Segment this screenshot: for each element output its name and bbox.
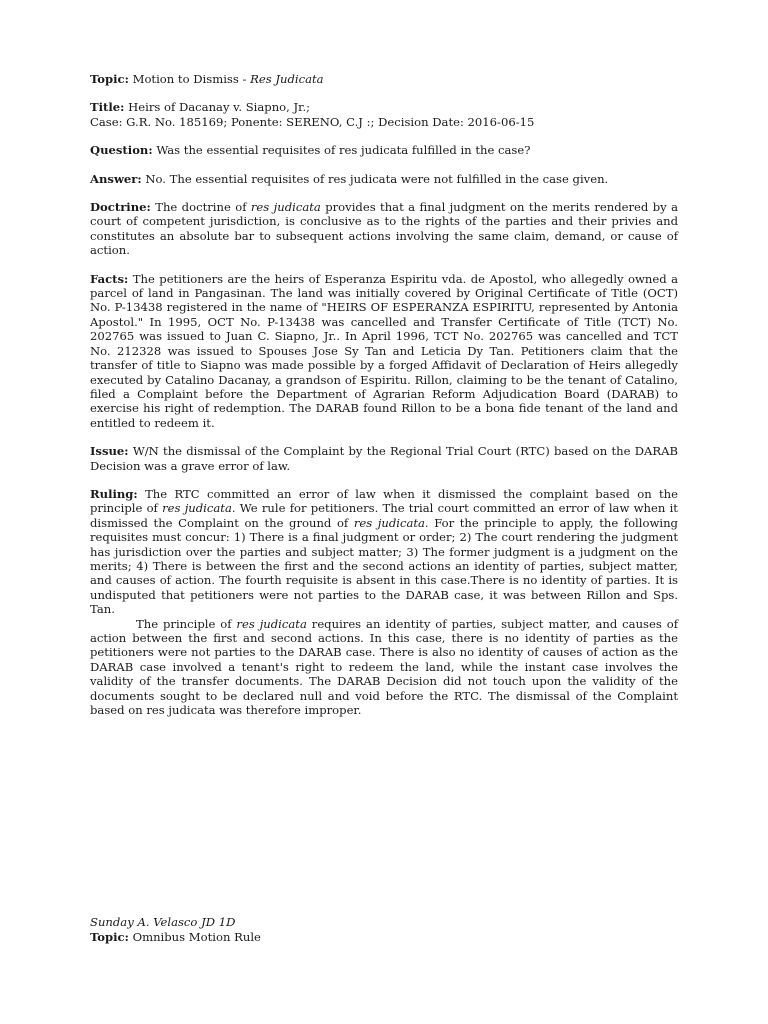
ruling-label: Ruling: — [90, 486, 138, 501]
question-text: Was the essential requisites of res judicata fulfilled in the case? — [156, 143, 531, 158]
ruling-p1-italic-1: res judicata. — [162, 501, 236, 516]
ruling-p1-c: For the principle to apply, the following requisites must concur: 1) There is a final judgment or order; 2) The court rendering the judgment has jurisdiction over the parties and subject matter; 3) The former judgment is a judgment on the merits; 4) There is between the first and the second actions an identity of parties, subject matter, and causes of action. The fourth requisite is absent in this case.There is no identity of parties. It is undisputed that petitioners were not parties to the DARAB case, it was between Rillon and Sps. Tan. — [90, 515, 678, 617]
author-line: Sunday A. Velasco JD 1D — [90, 915, 236, 929]
ruling-paragraph-2 — [90, 617, 678, 718]
issue-label: Issue: — [90, 444, 129, 459]
ruling-p1-b: We rule for petitioners. The trial court committed an error of law when it dismissed the Complaint on the ground of — [90, 501, 678, 530]
doctrine-paragraph — [90, 200, 678, 258]
doctrine-post: provides that a final judgment on the merits rendered by a court of competent jurisdiction, is conclusive as to the rights of the parties and their privies and constitutes an absolute bar to subsequent actions involving the same claim, demand, or cause of action. — [90, 200, 678, 258]
answer-label: Answer: — [90, 171, 142, 186]
ruling-p1-italic-2: res judicata. — [353, 515, 429, 530]
facts-paragraph — [90, 272, 678, 430]
issue-text: W/N the dismissal of the Complaint by the Regional Trial Court (RTC) based on the DARAB Decision was a grave error of law. — [90, 444, 678, 473]
ruling-p2-b: requires an identity of parties, subject matter, and causes of action between the first and second actions. In this case, there is no identity of parties as the petitioners were not parties to the DARAB case. There is also no identity of causes of action as the DARAB case involved a tenant's right to redeem the land, while the instant case involves the validity of the transfer documents. The DARAB Decision did not touch upon the validity of the documents sought to be declared null and void before the RTC. The dismissal of the Complaint based on res judicata was therefore improper. — [90, 616, 678, 718]
title-block — [90, 100, 678, 129]
topic-label: Topic: — [90, 72, 129, 86]
facts-label: Facts: — [90, 271, 129, 286]
next-topic-text: Omnibus Motion Rule — [132, 930, 261, 944]
ruling-section — [90, 487, 678, 718]
answer-text: No. The essential requisites of res judicata were not fulfilled in the case given. — [145, 171, 609, 186]
next-digest-header — [90, 915, 678, 945]
ruling-p1-a: The RTC committed an error of law when it dismissed the complaint based on the principle of — [90, 486, 679, 516]
next-topic-line — [90, 930, 678, 945]
title-text: Heirs of Dacanay v. Siapno, Jr.; — [128, 100, 311, 115]
ruling-paragraph-1 — [90, 487, 678, 617]
title-label: Title: — [90, 100, 125, 115]
doctrine-label: Doctrine: — [90, 200, 151, 215]
question-label: Question: — [90, 143, 153, 158]
doctrine-italic: res judicata — [250, 200, 321, 215]
ruling-p2-a: The principle of — [136, 616, 237, 631]
topic-italic: Res Judicata — [250, 72, 324, 86]
facts-text: The petitioners are the heirs of Esperanza Espiritu vda. de Apostol, who allegedly owned a parcel of land in Pangasinan. The land was initially covered by Original Certificate of Title (OCT) No. P-13438 registered in the name of "HEIRS OF ESPERANZA ESPIRITU, represented by Antonia Apostol." In 1995, OCT No. P-13438 was cancelled and Transfer Certificate of Title (TCT) No. 202765 was issued to Juan C. Siapno, Jr.. In April 1996, TCT No. 202765 was cancelled and TCT No. 212328 was issued to Spouses Jose Sy Tan and Leticia Dy Tan. Petitioners claim that the transfer of title to Siapno was made possible by a forged Affidavit of Declaration of Heirs allegedly executed by Catalino Dacanay, a grandson of Espiritu. Rillon, claiming to be the tenant of Catalino, filed a Complaint before the Department of Agrarian Reform Adjudication Board (DARAB) to exercise his right of redemption. The DARAB found Rillon to be a bona fide tenant of the land and entitled to redeem it. — [90, 271, 679, 430]
digest-body — [90, 72, 678, 717]
ruling-p2-italic: res judicata — [236, 616, 307, 631]
case-line: Case: G.R. No. 185169; Ponente: SERENO, C.J :; Decision Date: 2016-06-15 — [90, 114, 535, 129]
issue-paragraph — [90, 444, 678, 473]
answer-line — [90, 172, 678, 186]
title-line — [90, 100, 678, 114]
doctrine-pre: The doctrine of — [155, 200, 251, 215]
topic-text: Motion to Dismiss - — [132, 72, 251, 86]
next-topic-label: Topic: — [90, 930, 129, 944]
question-line — [90, 143, 678, 157]
topic-line — [90, 72, 678, 86]
